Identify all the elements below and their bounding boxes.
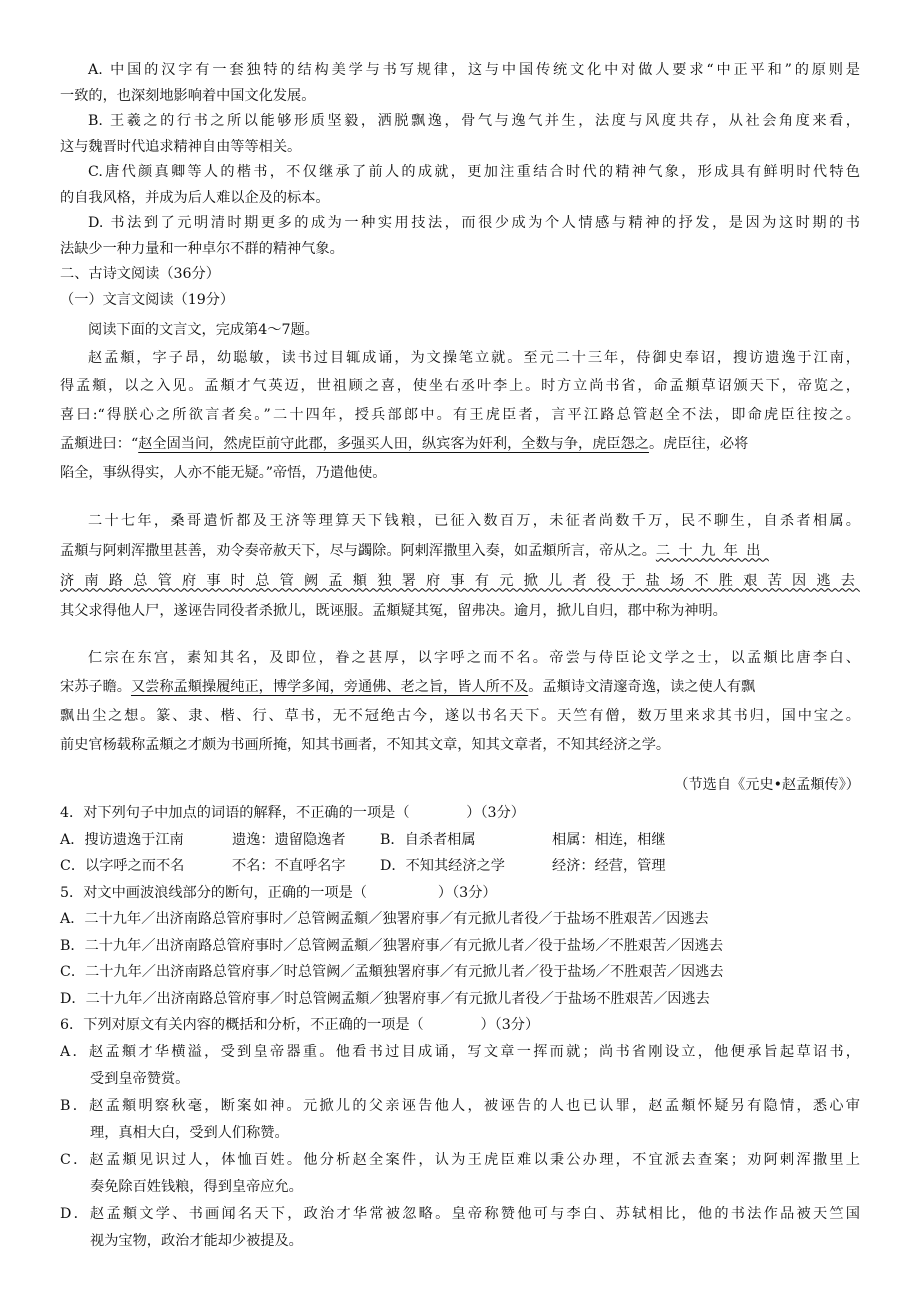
q4-option-a-explanation: 遗逸：遗留隐逸者 <box>232 831 346 848</box>
q4-option-b: B．自杀者相属 <box>380 831 476 848</box>
q4-option-c: C．以字呼之而不名 <box>60 858 185 874</box>
q6-option-d-line2: 视为宝物，政治才能却少被提及。 <box>90 1232 303 1249</box>
q6-option-b-line2: 理，真相大白，受到人们称赞。 <box>90 1124 289 1141</box>
q5-option-d: D．二十九年／出济南路总管府事／时总管阙孟頫／独署府事／有元掀儿者役／于盐场不胜艰苦／因逃去 <box>60 990 710 1007</box>
section1-option-b-line2: 这与魏晋时代追求精神自由等等相关。 <box>60 138 302 155</box>
p1-line5: 陷全，事纵得实，人亦不能无疑。”帝悟，乃遣他使。 <box>60 464 387 481</box>
exam-page <box>60 58 860 1255</box>
q6-option-b-line1: B．赵孟頫明察秋毫，断案如神。元掀儿的父亲诬告他人，被诬告的人也已认罪，赵孟頫怀疑另有隐情，悉心审 <box>60 1097 860 1114</box>
q6-option-c-line1: C．赵孟頫见识过人，体恤百姓。他分析赵全案件，认为王虎臣难以秉公办理，不宜派去查案；劝阿剌浑撒里上 <box>60 1151 860 1168</box>
p1-line4-post: 。虎臣往，必将 <box>648 435 749 452</box>
passage-paragraph-3 <box>60 644 860 760</box>
section1-option-c-line2: 的自我风格，并成为后人难以企及的标本。 <box>60 189 330 206</box>
p2-line2-pre: 孟頫与阿剌浑撒里甚善，劝令奏帝赦天下，尽与蠲除。阿剌浑撒里入奏，如孟頫所言，帝从之。 <box>60 542 656 559</box>
p1-line2: 得孟頫，以之入见。孟頫才气英迈，世祖顾之喜，使坐右丞叶李上。时方立尚书省，命孟頫草诏颁天下，帝览之， <box>60 377 860 394</box>
q4-options-row1 <box>60 827 860 854</box>
p3-line2-post: 。孟頫诗文清邃奇逸，读之使人有飘 <box>528 678 756 695</box>
p2-line1: 二十七年，桑哥遣忻都及王济等理算天下钱粮，已征入数百万，未征者尚数千万，民不聊生，自杀者相属。 <box>88 512 860 529</box>
p3-line3: 飘出尘之想。篆、隶、楷、行、草书，无不冠绝古今，遂以书名天下。天竺有僧，数万里来求其书归，国中宝之。 <box>60 707 860 724</box>
q5-option-b: B．二十九年／出济南路总管府事时／总管阙孟頫／独署府事／有元掀儿者／役于盐场／不胜艰苦／因逃去 <box>60 937 724 954</box>
q6-option-c-line2: 奏免除百姓钱粮，得到皇帝应允。 <box>90 1178 303 1195</box>
passage-source: （节选自《元史•赵孟頫传》） <box>674 776 860 793</box>
q4-option-b-explanation: 相属：相连，相继 <box>552 831 666 848</box>
p1-line4-pre: 孟頫进曰：“ <box>60 435 139 452</box>
q6-option-a-line1: A．赵孟頫才华横溢，受到皇帝器重。他看书过目成诵，写文章一挥而就；尚书省刚设立，他便承旨起草诏书， <box>60 1043 860 1060</box>
section1-options <box>60 58 860 262</box>
passage-paragraph-1 <box>60 344 860 488</box>
q6-option-d-line1: D．赵孟頫文学、书画闻名天下，政治才华常被忽略。皇帝称赞他可与李白、苏轼相比，他的书法作品被天竺国 <box>60 1205 860 1222</box>
section1-option-d-line1: D. 书法到了元明清时期更多的成为一种实用技法，而很少成为个人情感与精神的抒发，是因为这时期的书 <box>88 215 860 231</box>
section1-option-b-line1: B. 王羲之的行书之所以能够形质坚毅，洒脱飘逸，骨气与逸气并生，法度与风度共存，从社会角度来看， <box>88 113 860 129</box>
reading-instruction: 阅读下面的文言文，完成第4～7题。 <box>88 322 319 338</box>
wavy-underline-segment-2: 济南路总管府事时总管阙孟頫独署府事有元掀儿者役于盐场不胜艰苦因逃去 <box>60 572 860 589</box>
heading-part2: 二、古诗文阅读（36分） <box>60 266 220 282</box>
translation-underline-sentence-2: 又尝称孟頫操履纯正，博学多闻，旁通佛、老之旨，皆人所不及 <box>130 678 529 695</box>
heading-subsection1: （一）文言文阅读（19分） <box>60 291 235 308</box>
q5-stem: 5．对文中画波浪线部分的断句，正确的一项是（ ）（3分） <box>60 884 497 901</box>
p1-line1: 赵孟頫，字子昂，幼聪敏，读书过目辄成诵，为文操笔立就。至元二十三年，侍御史奉诏，搜访遗逸于江南， <box>88 349 860 366</box>
section1-option-d-line2: 法缺少一种力量和一种卓尔不群的精神气象。 <box>60 240 344 257</box>
p2-line2 <box>60 536 860 566</box>
q4-option-a: A．搜访遗逸于江南 <box>60 831 184 848</box>
wavy-underline-segment-1: 二十九年出 <box>655 542 769 559</box>
p3-line1: 仁宗在东宫，素知其名，及即位，眷之甚厚，以字呼之而不名。帝尝与侍臣论文学之士，以孟頫比唐李白、 <box>88 649 860 666</box>
q4-option-c-explanation: 不名：不直呼名字 <box>232 858 346 874</box>
p1-line4 <box>60 430 860 459</box>
p2-line4: 其父求得他人尸，遂诬告同役者杀掀儿，既诬服。孟頫疑其冤，留弗决。逾月，掀儿自归，郡中称为神明。 <box>60 602 727 619</box>
q6-option-a-line2: 受到皇帝赞赏。 <box>90 1070 190 1087</box>
p3-line4: 前史官杨载称孟頫之才颇为书画所掩，知其书画者，不知其文章，知其文章者，不知其经济之学。 <box>60 736 671 753</box>
q5-option-a: A．二十九年／出济南路总管府事时／总管阙孟頫／独署府事／有元掀儿者役／于盐场不胜艰苦／因逃去 <box>60 911 709 927</box>
section1-option-c-line1: C.唐代颜真卿等人的楷书，不仅继承了前人的成就，更加注重结合时代的精神气象，形成具有鲜明时代特色 <box>88 164 860 180</box>
q4-options-row2 <box>60 853 860 880</box>
q4-stem: 4．对下列句子中加点的词语的解释，不正确的一项是（ ）（3分） <box>60 805 525 821</box>
q4-option-d: D．不知其经济之学 <box>380 858 505 874</box>
q5-option-c: C．二十九年／出济南路总管府事／时总管阙／孟頫独署府事／有元掀儿者／役于盐场／不胜艰苦／因逃去 <box>60 964 724 980</box>
q4-option-d-explanation: 经济：经营，管理 <box>552 858 666 874</box>
p3-line2-pre: 宋苏子瞻。 <box>60 678 131 695</box>
p2-line3 <box>60 566 860 596</box>
p3-line2 <box>60 673 860 702</box>
p1-line3: 喜曰:“得朕心之所欲言者矣。”二十四年，授兵部郎中。有王虎臣者，言平江路总管赵全不法，即命虎臣往按之。 <box>60 406 860 423</box>
passage-paragraph-2 <box>60 506 860 626</box>
section1-option-a-line1: A. 中国的汉字有一套独特的结构美学与书写规律，这与中国传统文化中对做人要求“中正平和”的原则是 <box>88 62 860 78</box>
translation-underline-sentence-1: 赵全固当问，然虎臣前守此郡，多强买人田，纵宾客为奸利，全数与争，虎臣怨之 <box>138 435 649 452</box>
q6-stem: 6．下列对原文有关内容的概括和分析，不正确的一项是（ ）（3分） <box>60 1017 540 1033</box>
section1-option-a-line2: 一致的，也深刻地影响着中国文化发展。 <box>60 87 316 104</box>
